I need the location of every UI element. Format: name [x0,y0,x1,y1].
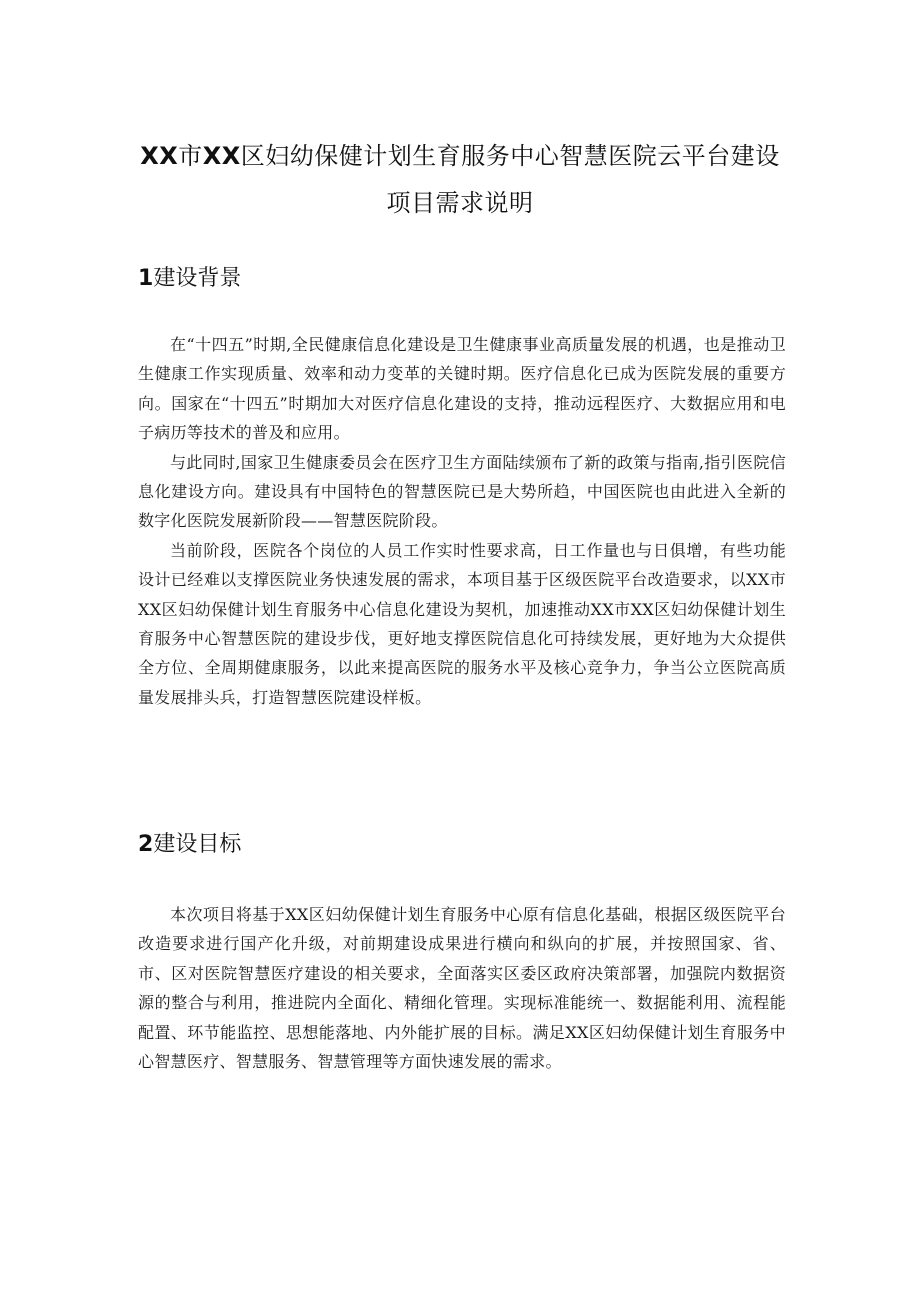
title-line-1-rest: 区妇幼保健计划生育服务中心智慧医院云平台建设 [240,142,780,170]
section-number: 1 [138,266,154,291]
section-background-body [138,330,786,712]
title-xx-district: XX [202,142,241,170]
paragraph: 在“十四五”时期,全民健康信息化建设是卫生健康事业高质量发展的机遇，也是推动卫生健康工作实现质量、效率和动力变革的关键时期。医疗信息化已成为医院发展的重要方向。国家在“十四五”时期加大对医疗信息化建设的支持，推动远程医疗、大数据应用和电子病历等技术的普及和应用。 [138,335,786,443]
section-heading-background [138,264,241,294]
section-heading-text: 建设目标 [153,832,242,857]
title-city-char: 市 [178,142,203,170]
title-xx-city: XX [140,142,179,170]
document-title-line-2: 项目需求说明 [386,189,534,217]
paragraph: 本次项目将基于XX区妇幼保健计划生育服务中心原有信息化基础，根据区级医院平台改造要求进行国产化升级，对前期建设成果进行横向和纵向的扩展，并按照国家、省、市、区对医院智慧医疗建设的相关要求，全面落实区委区政府决策部署，加强院内数据资源的整合与利用，推进院内全面化、精细化管理。实现标准能统一、数据能利用、流程能配置、环节能监控、思想能落地、内外能扩展的目标。满足XX区妇幼保健计划生育服务中心智慧医疗、智慧服务、智慧管理等方面快速发展的需求。 [138,905,786,1072]
document-title-line-1 [0,140,920,172]
section-heading-goals [138,830,241,860]
section-heading-text: 建设背景 [153,266,242,291]
section-number: 2 [138,832,154,857]
paragraph: 与此同时,国家卫生健康委员会在医疗卫生方面陆续颁布了新的政策与指南,指引医院信息化建设方向。建设具有中国特色的智慧医院已是大势所趋，中国医院也由此进入全新的数字化医院发展新阶段——智慧医院阶段。 [138,452,786,531]
paragraph: 当前阶段，医院各个岗位的人员工作实时性要求高，日工作量也与日俱增，有些功能设计已经难以支撑医院业务快速发展的需求，本项目基于区级医院平台改造要求，以XX市XX区妇幼保健计划生育服务中心信息化建设为契机，加速推动XX市XX区妇幼保健计划生育服务中心智慧医院的建设步伐，更好地支撑医院信息化可持续发展，更好地为大众提供全方位、全周期健康服务，以此来提高医院的服务水平及核心竞争力，争当公立医院高质量发展排头兵，打造智慧医院建设样板。 [138,540,786,707]
section-goals-body [138,900,786,1076]
